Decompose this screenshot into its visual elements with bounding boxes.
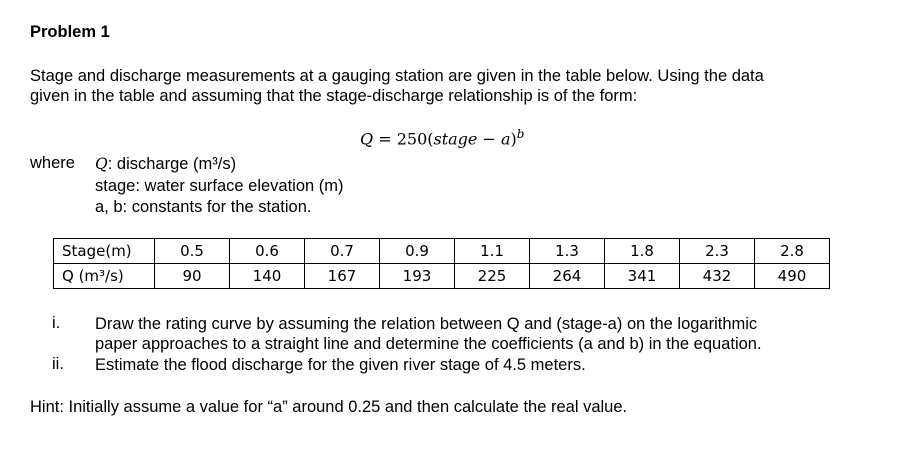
table-cell: 2.8 [755,239,830,264]
table-cell: 490 [755,264,830,289]
table-cell: 1.1 [455,239,530,264]
table-cell: 225 [455,264,530,289]
table-cell: 0.6 [230,239,305,264]
stage-discharge-equation [360,127,524,148]
item-1-line-2: paper approaches to a straight line and determine the coefficients (a and b) in the equation. [95,335,762,353]
equation-coefficient: = 250( [373,129,434,149]
table-cell: 264 [530,264,605,289]
table-cell: 2.3 [680,239,755,264]
equation-close: ) [510,129,517,149]
table-cell: 167 [305,264,380,289]
table-cell: 432 [680,264,755,289]
problem-title: Problem 1 [30,23,110,41]
row-header-discharge: Q (m³/s) [54,264,155,289]
row-header-stage: Stage(m) [54,239,155,264]
hint-text: Hint: Initially assume a value for “a” around 0.25 and then calculate the real value. [30,398,628,416]
intro-line-1: Stage and discharge measurements at a gauging station are given in the table below. Using the data [30,67,764,85]
item-1-line-1: Draw the rating curve by assuming the relation between Q and (stage-a) on the logarithmic [95,315,758,333]
table-cell: 341 [605,264,680,289]
item-2-line-1: Estimate the flood discharge for the given river stage of 4.5 meters. [95,356,586,374]
equation-lhs: Q [360,129,374,149]
table-row-stage [54,239,830,264]
table-cell: 0.7 [305,239,380,264]
definition-q [95,154,236,174]
item-2-number: ii. [52,355,64,373]
table-cell: 0.9 [380,239,455,264]
definition-q-symbol: Q [95,155,108,173]
table-cell: 90 [155,264,230,289]
table-cell: 1.3 [530,239,605,264]
equation-exponent: b [516,127,525,141]
where-label: where [30,154,75,172]
table-cell: 193 [380,264,455,289]
table-cell: 1.8 [605,239,680,264]
problem-intro [30,66,764,106]
table-cell: 0.5 [155,239,230,264]
table-cell: 140 [230,264,305,289]
intro-line-2: given in the table and assuming that the stage-discharge relationship is of the form: [30,87,638,105]
stage-discharge-table [53,238,830,289]
item-1-number: i. [52,314,61,332]
table-row-discharge [54,264,830,289]
definition-constants: a, b: constants for the station. [95,198,312,216]
definition-stage: stage: water surface elevation (m) [95,177,344,195]
equation-inner: stage − a [433,129,511,149]
definition-q-text: : discharge (m³/s) [107,155,237,173]
